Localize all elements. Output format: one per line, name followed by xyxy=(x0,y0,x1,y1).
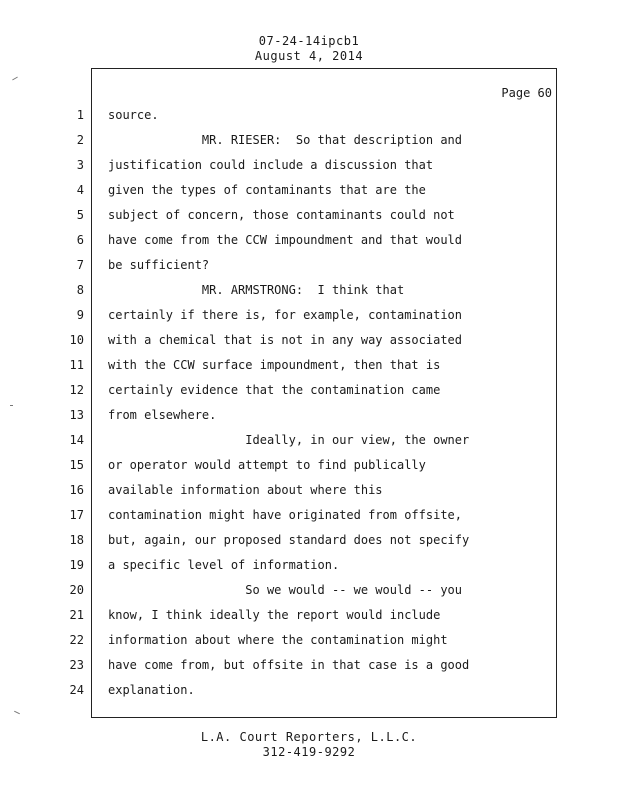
transcript-line: from elsewhere. xyxy=(108,408,217,422)
line-number: 1 xyxy=(76,108,84,122)
scan-speck xyxy=(12,77,18,81)
line-number: 15 xyxy=(69,458,84,472)
line-number: 12 xyxy=(69,383,84,397)
transcript-line: source. xyxy=(108,108,159,122)
transcript-line: given the types of contaminants that are the xyxy=(108,183,426,197)
transcript-line: be sufficient? xyxy=(108,258,210,272)
line-number: 6 xyxy=(76,233,84,247)
reporter-phone: 312-419-9292 xyxy=(262,745,356,759)
transcript-line: subject of concern, those contaminants could not xyxy=(108,208,455,222)
scan-speck xyxy=(10,405,13,406)
reporter-name: L.A. Court Reporters, L.L.C. xyxy=(200,730,418,744)
line-number: 9 xyxy=(76,308,84,322)
line-number: 4 xyxy=(76,183,84,197)
line-number: 14 xyxy=(69,433,84,447)
transcript-line: MR. ARMSTRONG: I think that xyxy=(108,283,405,297)
line-number: 20 xyxy=(69,583,84,597)
transcript-line: available information about where this xyxy=(108,483,383,497)
transcript-id: 07-24-14ipcb1 xyxy=(258,34,360,48)
page-number: Page 60 xyxy=(501,86,552,100)
line-number: 10 xyxy=(69,333,84,347)
transcript-line: justification could include a discussion that xyxy=(108,158,434,172)
line-number: 7 xyxy=(76,258,84,272)
line-number: 19 xyxy=(69,558,84,572)
transcript-line: but, again, our proposed standard does not specify xyxy=(108,533,470,547)
transcript-line: have come from the CCW impoundment and that would xyxy=(108,233,463,247)
transcript-line: MR. RIESER: So that description and xyxy=(108,133,463,147)
line-number: 23 xyxy=(69,658,84,672)
transcript-line: with a chemical that is not in any way associated xyxy=(108,333,463,347)
line-number: 17 xyxy=(69,508,84,522)
transcript-date: August 4, 2014 xyxy=(254,49,364,63)
transcript-line: certainly if there is, for example, contamination xyxy=(108,308,463,322)
transcript-line: information about where the contamination might xyxy=(108,633,448,647)
line-number: 8 xyxy=(76,283,84,297)
line-number: 22 xyxy=(69,633,84,647)
transcript-line: a specific level of information. xyxy=(108,558,340,572)
line-number: 11 xyxy=(69,358,84,372)
line-number: 5 xyxy=(76,208,84,222)
transcript-line: certainly evidence that the contamination came xyxy=(108,383,441,397)
transcript-line: explanation. xyxy=(108,683,195,697)
transcript-line: with the CCW surface impoundment, then that is xyxy=(108,358,441,372)
transcript-line: have come from, but offsite in that case is a good xyxy=(108,658,470,672)
line-number: 2 xyxy=(76,133,84,147)
line-number: 13 xyxy=(69,408,84,422)
line-number: 3 xyxy=(76,158,84,172)
line-number: 16 xyxy=(69,483,84,497)
scan-speck xyxy=(14,711,20,714)
transcript-line: or operator would attempt to find publically xyxy=(108,458,426,472)
transcript-line: know, I think ideally the report would include xyxy=(108,608,441,622)
line-number: 18 xyxy=(69,533,84,547)
line-number-margin xyxy=(91,100,92,705)
transcript-line: contamination might have originated from offsite, xyxy=(108,508,463,522)
transcript-line: Ideally, in our view, the owner xyxy=(108,433,470,447)
line-number: 21 xyxy=(69,608,84,622)
transcript-line: So we would -- we would -- you xyxy=(108,583,463,597)
line-number: 24 xyxy=(69,683,84,697)
